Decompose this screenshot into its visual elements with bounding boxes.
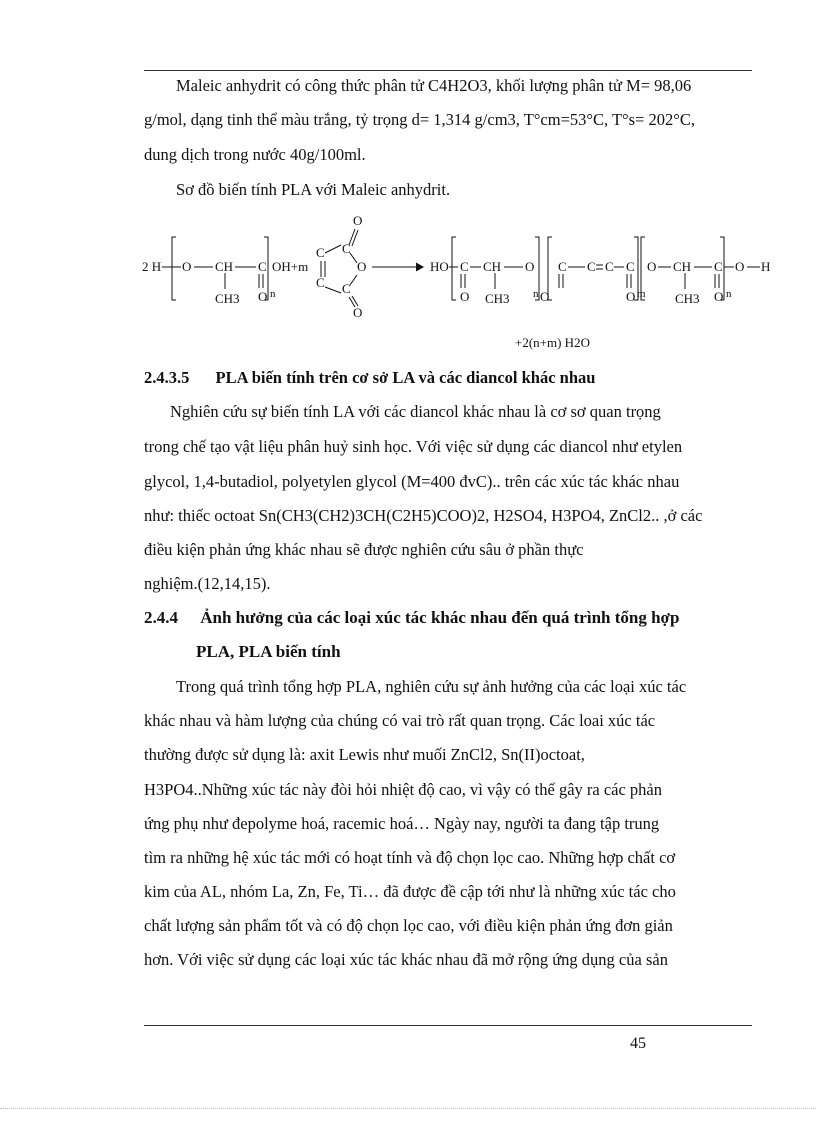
scheme-text: 2 H — [142, 259, 162, 274]
paragraph-line: như: thiếc octoat Sn(CH3(CH2)3CH(C2H5)COO)2, H2SO4, H3PO4, ZnCl2.. ,ở các — [144, 506, 703, 525]
paragraph-line: Maleic anhydrit có công thức phân tử C4H2O3, khối lượng phân tử M= 98,06 — [176, 76, 692, 95]
scheme-text: C — [626, 259, 635, 274]
scheme-text: m — [637, 288, 646, 300]
scheme-text: O — [525, 259, 535, 274]
page-number: 45 — [630, 1035, 646, 1052]
section-title: PLA biến tính trên cơ sở LA và các diancol khác nhau — [215, 368, 596, 387]
paragraph-line: H3PO4..Những xúc tác này đòi hỏi nhiệt độ cao, vì vậy có thể gây ra các phản — [144, 780, 663, 799]
scheme-text: O — [714, 289, 724, 304]
scheme-caption: Sơ đồ biến tính PLA với Maleic anhydrit. — [176, 180, 451, 199]
paragraph-line: nghiệm.(12,14,15). — [144, 574, 271, 593]
paragraph-line: chất lượng sản phẩm tốt và có độ chọn lọc cao, với điều kiện phản ứng đơn giản — [144, 916, 673, 935]
paragraph-line: điều kiện phản ứng khác nhau sẽ được nghiên cứu sâu ở phần thực — [144, 540, 584, 559]
scheme-text: CH3 — [675, 291, 700, 306]
paragraph-line: glycol, 1,4-butadiol, polyetylen glycol (M=400 đvC).. trên các xúc tác khác nhau — [144, 472, 680, 491]
scheme-text: OH+m — [272, 259, 309, 274]
paragraph-line: trong chế tạo vật liệu phân huỷ sinh học. Với việc sử dụng các diancol như etylen — [144, 437, 683, 456]
scheme-text: C — [258, 259, 267, 274]
scheme-text: O — [735, 259, 745, 274]
scheme-text: C — [316, 245, 325, 260]
paragraph-line: hơn. Với việc sử dụng các loại xúc tác khác nhau đã mở rộng ứng dụng của sản — [144, 950, 668, 969]
scheme-text: O — [182, 259, 192, 274]
scheme-text: O — [647, 259, 657, 274]
paragraph-line: ứng phụ như đepolyme hoá, racemic hoá… Ngày nay, người ta đang tập trung — [144, 814, 660, 833]
scheme-text: O — [353, 305, 363, 320]
section-title-cont: PLA, PLA biến tính — [196, 642, 341, 661]
section-heading — [144, 608, 679, 628]
scheme-text: HO — [430, 259, 449, 274]
scheme-text: C — [714, 259, 723, 274]
scheme-text: n — [726, 288, 732, 300]
scheme-text: O — [357, 259, 367, 274]
scheme-text: C — [558, 259, 567, 274]
scheme-text: O — [540, 289, 550, 304]
paragraph-line: kim của AL, nhóm La, Zn, Fe, Ti… đã được đề cập tới như là những xúc tác cho — [144, 882, 676, 901]
paragraph-line: thường được sử dụng là: axit Lewis như muối ZnCl2, Sn(II)octoat, — [144, 745, 585, 764]
scheme-text: O — [353, 213, 363, 228]
section-number: 2.4.3.5 — [144, 368, 190, 387]
scheme-text: +2(n+m) H2O — [515, 335, 590, 350]
scheme-text: O — [626, 289, 636, 304]
reaction-scheme — [140, 205, 780, 355]
paragraph-line: g/mol, dạng tinh thể màu trắng, tỷ trọng d= 1,314 g/cm3, T°cm=53°C, T°s= 202°C, — [144, 110, 695, 129]
scheme-text: O — [258, 289, 268, 304]
paragraph-line: Trong quá trình tổng hợp PLA, nghiên cứu sự ảnh hưởng của các loại xúc tác — [176, 677, 687, 696]
paragraph-line: khác nhau và hàm lượng của chúng có vai trò rất quan trọng. Các loai xúc tác — [144, 711, 656, 730]
paragraph-line: tìm ra những hệ xúc tác mới có hoạt tính và độ chọn lọc cao. Những hợp chất cơ — [144, 848, 676, 867]
scheme-text: C — [460, 259, 469, 274]
scheme-text: CH3 — [215, 291, 240, 306]
scheme-text: n — [533, 288, 539, 300]
page-edge — [0, 1108, 816, 1109]
scheme-text: H — [761, 259, 771, 274]
section-title: Ảnh hưởng của các loại xúc tác khác nhau đến quá trình tổng hợp — [200, 608, 680, 627]
scheme-text: O — [460, 289, 470, 304]
scheme-text: CH — [673, 259, 692, 274]
section-number: 2.4.4 — [144, 608, 178, 627]
scheme-text: CH — [483, 259, 502, 274]
scheme-text: C — [316, 275, 325, 290]
section-heading — [144, 368, 595, 388]
scheme-text: CH — [215, 259, 234, 274]
scheme-text: C — [342, 241, 351, 256]
footer-rule — [144, 1025, 752, 1026]
paragraph-line: dung dịch trong nước 40g/100ml. — [144, 145, 366, 164]
header-rule — [144, 70, 752, 71]
scheme-text: n — [270, 288, 276, 300]
scheme-text: C — [587, 259, 596, 274]
scheme-text: C — [342, 281, 351, 296]
scheme-text: CH3 — [485, 291, 510, 306]
scheme-text: C — [605, 259, 614, 274]
paragraph-line: Nghiên cứu sự biến tính LA với các diancol khác nhau là cơ sơ quan trọng — [170, 402, 661, 421]
